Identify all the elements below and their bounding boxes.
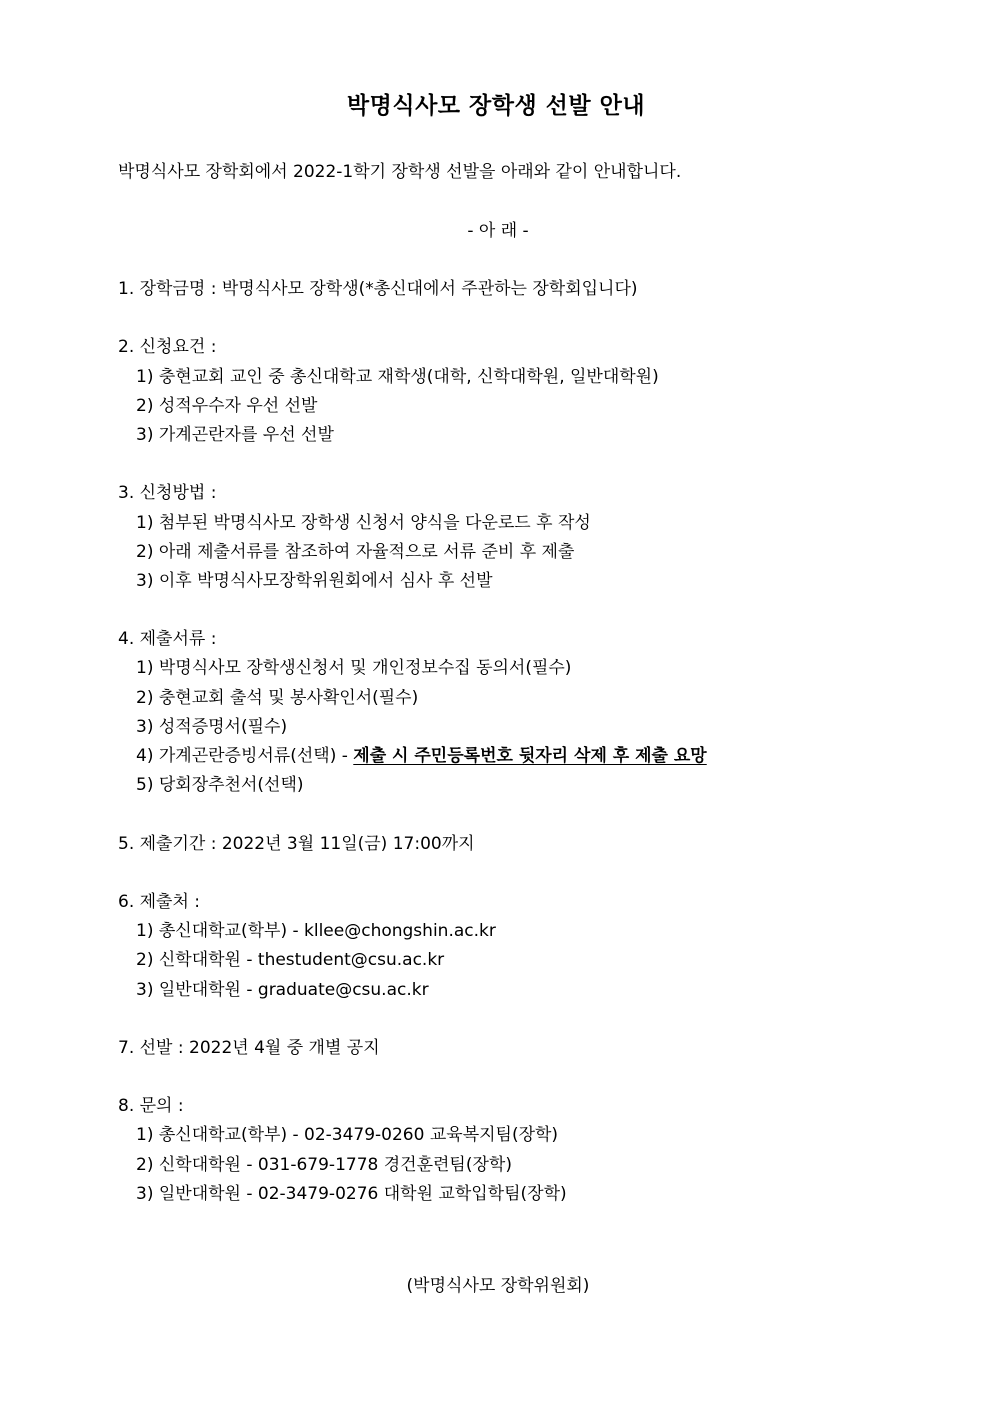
section-4-item-text: 4) 가계곤란증빙서류(선택) - bbox=[136, 746, 354, 766]
spacer bbox=[118, 1063, 878, 1092]
section-3-item: 2) 아래 제출서류를 참조하여 자율적으로 서류 준비 후 제출 bbox=[136, 541, 575, 562]
section-2-item: 1) 충현교회 교인 중 총신대학교 재학생(대학, 신학대학원, 일반대학원) bbox=[136, 366, 659, 387]
section-6-item: 2) 신학대학원 - thestudent@csu.ac.kr bbox=[136, 950, 445, 971]
section-8-item: 2) 신학대학원 - 031-679-1778 경건훈련팀(장학) bbox=[136, 1154, 512, 1175]
ahrae-marker: - 아 래 - bbox=[467, 221, 529, 241]
emphasis-note: 제출 시 주민등록번호 뒷자리 삭제 후 제출 요망 bbox=[353, 746, 707, 766]
section-4-heading: 4. 제출서류 : bbox=[118, 629, 217, 650]
section-8-item: 3) 일반대학원 - 02-3479-0276 대학원 교학입학팀(장학) bbox=[136, 1183, 567, 1204]
spacer bbox=[118, 304, 878, 333]
section-4-item: 1) 박명식사모 장학생신청서 및 개인정보수집 동의서(필수) bbox=[136, 658, 572, 679]
section-4-item: 5) 당회장추천서(선택) bbox=[136, 775, 304, 796]
section-3-item: 3) 이후 박명식사모장학위원회에서 심사 후 선발 bbox=[136, 570, 493, 591]
intro-paragraph: 박명식사모 장학회에서 2022-1학기 장학생 선발을 아래와 같이 안내합니다. bbox=[118, 162, 682, 182]
section-4-item: 2) 충현교회 출석 및 봉사확인서(필수) bbox=[136, 687, 419, 708]
spacer bbox=[118, 859, 878, 888]
section-4-item: 3) 성적증명서(필수) bbox=[136, 716, 288, 737]
document-title: 박명식사모 장학생 선발 안내 bbox=[346, 93, 646, 119]
spacer bbox=[118, 1005, 878, 1034]
section-2-item: 3) 가계곤란자를 우선 선발 bbox=[136, 424, 334, 445]
spacer bbox=[118, 800, 878, 829]
section-5-heading: 5. 제출기간 : 2022년 3월 11일(금) 17:00까지 bbox=[118, 833, 475, 854]
section-8-item: 1) 총신대학교(학부) - 02-3479-0260 교육복지팀(장학) bbox=[136, 1125, 559, 1146]
section-4-item-with-emphasis bbox=[118, 742, 878, 771]
section-2-item: 2) 성적우수자 우선 선발 bbox=[136, 395, 318, 416]
section-3-heading: 3. 신청방법 : bbox=[118, 483, 217, 504]
section-6-item: 1) 총신대학교(학부) - kllee@chongshin.ac.kr bbox=[136, 921, 496, 942]
section-2-heading: 2. 신청요건 : bbox=[118, 337, 217, 358]
section-6-heading: 6. 제출처 : bbox=[118, 891, 201, 912]
footer-signature: (박명식사모 장학위원회) bbox=[406, 1276, 590, 1296]
section-7-heading: 7. 선발 : 2022년 4월 중 개별 공지 bbox=[118, 1037, 380, 1058]
section-1-heading: 1. 장학금명 : 박명식사모 장학생(*총신대에서 주관하는 장학회입니다) bbox=[118, 279, 638, 299]
spacer bbox=[118, 596, 878, 625]
section-8-heading: 8. 문의 : bbox=[118, 1096, 184, 1117]
section-6-item: 3) 일반대학원 - graduate@csu.ac.kr bbox=[136, 979, 429, 1000]
section-3-item: 1) 첨부된 박명식사모 장학생 신청서 양식을 다운로드 후 작성 bbox=[136, 512, 591, 533]
spacer bbox=[118, 450, 878, 479]
notice-body bbox=[118, 275, 878, 1209]
